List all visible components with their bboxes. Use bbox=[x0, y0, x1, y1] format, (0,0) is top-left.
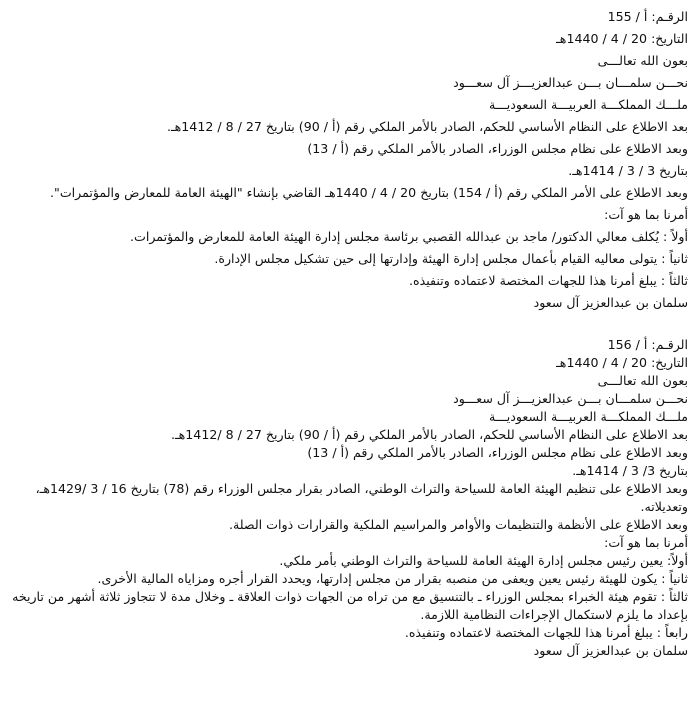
order-item-1: أولاً : يُكلف معالي الدكتور/ ماجد بن عبدالله القصبي برئاسة مجلس إدارة الهيئة العامة للمعارض والمؤتمرات. bbox=[130, 229, 688, 244]
royal-decree-155 bbox=[4, 6, 688, 314]
preamble-council-of-ministers: وبعد الاطلاع على نظام مجلس الوزراء، الصادر بالأمر الملكي رقم (أ / 13) bbox=[307, 141, 688, 156]
signature: سلمان بن عبدالعزيز آل سعود bbox=[533, 643, 688, 658]
royal-decree-156 bbox=[4, 336, 688, 660]
preamble-council-of-ministers-date: بتاريخ 3 / 3 / 1414هـ. bbox=[568, 163, 688, 178]
order-item-4: رابعاً : يبلغ أمرنا هذا للجهات المختصة لاعتماده وتنفيذه. bbox=[404, 625, 688, 640]
decree-date: التاريخ: 20 / 4 / 1440هـ bbox=[556, 355, 688, 370]
preamble-council-of-ministers: وبعد الاطلاع على نظام مجلس الوزراء، الصادر بالأمر الملكي رقم (أ / 13) bbox=[307, 445, 688, 460]
preamble-basic-law: بعد الاطلاع على النظام الأساسي للحكم، الصادر بالأمر الملكي رقم (أ / 90) بتاريخ 27 / 8 /1412هـ. bbox=[170, 427, 688, 442]
order-item-1: أولاً: يعين رئيس مجلس إدارة الهيئة العامة للسياحة والتراث الوطني بأمر ملكي. bbox=[279, 553, 688, 568]
signature: سلمان بن عبدالعزيز آل سعود bbox=[533, 295, 688, 310]
order-item-3: ثالثاً : تقوم هيئة الخبراء بمجلس الوزراء ـ بالتنسيق مع من تراه من الجهات ذوات العلاقة ـ وخلال مدة لا تتجاوز ثلاثة أشهر من تاريخه بإعداد ما يلزم لاستكمال الإجراءات النظامية اللازمة. bbox=[12, 589, 688, 622]
decree-number: الرقـم: أ / 156 bbox=[607, 337, 688, 352]
preamble-council-of-ministers-date: بتاريخ 3/ 3 / 1414هـ. bbox=[572, 463, 688, 478]
king-title: ملـــك المملكـــة العربيـــة السعوديـــة bbox=[488, 409, 688, 424]
order-intro: أمرنا بما هو آت: bbox=[604, 535, 688, 550]
order-intro: أمرنا بما هو آت: bbox=[604, 207, 688, 222]
preamble-tourism-organization-amendments: وتعديلاته. bbox=[640, 499, 688, 514]
order-item-2: ثانياً : يكون للهيئة رئيس يعين ويعفى من منصبه بقرار من مجلس إدارتها، ويحدد القرار أجره ومزاياه المالية الأخرى. bbox=[97, 571, 688, 586]
decree-invocation: بعون الله تعالـــى bbox=[597, 53, 688, 68]
order-item-2: ثانياً : يتولى معاليه القيام بأعمال مجلس إدارة الهيئة وإدارتها إلى حين تشكيل مجلس الإدارة. bbox=[214, 251, 688, 266]
king-title: ملـــك المملكـــة العربيـــة السعوديـــة bbox=[488, 97, 688, 112]
decree-invocation: بعون الله تعالـــى bbox=[597, 373, 688, 388]
king-name: نحـــن سلمـــان بـــن عبدالعزيـــز آل سعـــود bbox=[453, 391, 688, 406]
king-name: نحـــن سلمـــان بـــن عبدالعزيـــز آل سعـــود bbox=[453, 75, 688, 90]
decree-date: التاريخ: 20 / 4 / 1440هـ bbox=[556, 31, 688, 46]
decree-number: الرقـم: أ / 155 bbox=[607, 9, 688, 24]
preamble-royal-order-154: وبعد الاطلاع على الأمر الملكي رقم (أ / 154) بتاريخ 20 / 4 / 1440هـ القاضي بإنشاء "الهيئة العامة للمعارض والمؤتمرات". bbox=[50, 185, 688, 200]
preamble-tourism-organization: وبعد الاطلاع على تنظيم الهيئة العامة للسياحة والتراث الوطني، الصادر بقرار مجلس الوزراء رقم (78) بتاريخ 16 / 3 /1429هـ، bbox=[35, 481, 688, 496]
preamble-basic-law: بعد الاطلاع على النظام الأساسي للحكم، الصادر بالأمر الملكي رقم (أ / 90) بتاريخ 27 / 8 / 1412هـ. bbox=[166, 119, 688, 134]
order-item-3: ثالثاً : يبلغ أمرنا هذا للجهات المختصة لاعتماده وتنفيذه. bbox=[409, 273, 688, 288]
preamble-related-regulations: وبعد الاطلاع على الأنظمة والتنظيمات والأوامر والمراسيم الملكية والقرارات ذوات الصلة. bbox=[228, 517, 688, 532]
